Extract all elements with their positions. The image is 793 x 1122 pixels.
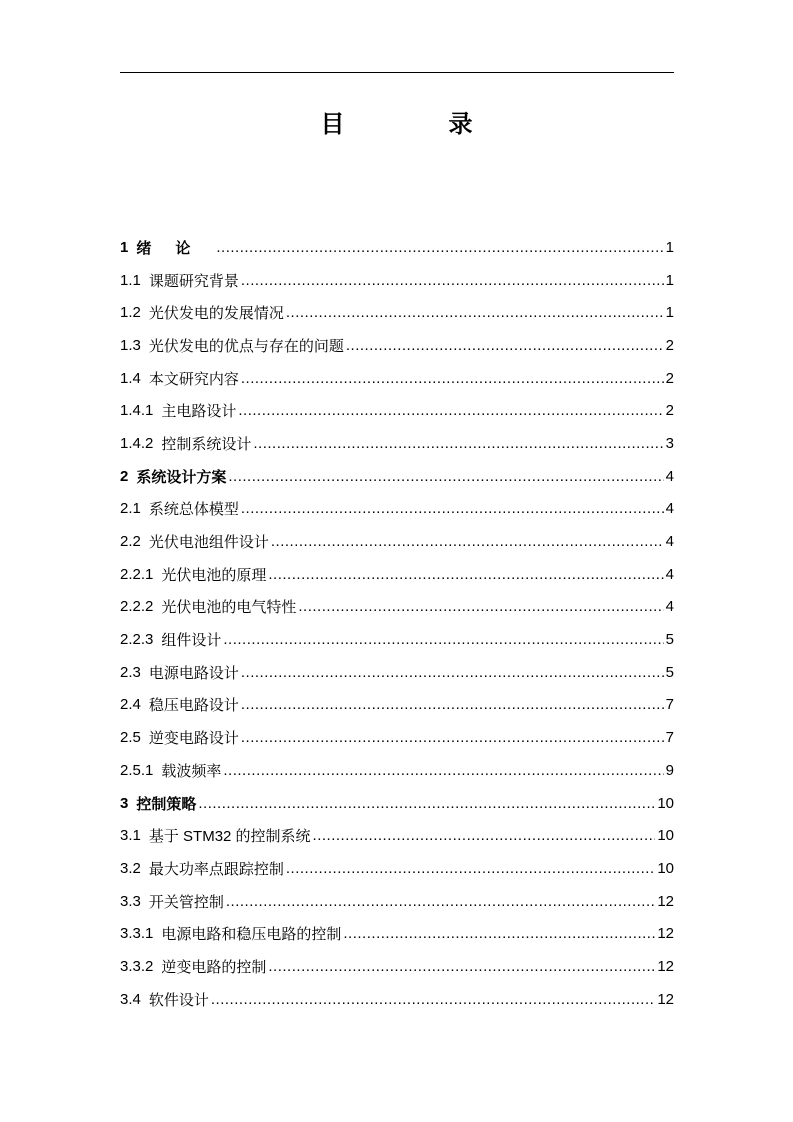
toc-entry[interactable] bbox=[120, 427, 674, 460]
toc-entry-page: 4 bbox=[665, 565, 674, 583]
toc-entry-page: 2 bbox=[665, 369, 674, 387]
toc-dot-leader bbox=[228, 468, 663, 485]
toc-entry-label: 系统总体模型 bbox=[148, 501, 239, 519]
toc-entry-page: 7 bbox=[665, 729, 674, 747]
toc-entry[interactable] bbox=[120, 493, 674, 526]
toc-dot-leader bbox=[343, 925, 655, 942]
page-title: 目 录 bbox=[320, 110, 513, 138]
toc-entry-label: 逆变电路设计 bbox=[148, 730, 239, 748]
toc-entry-number: 3.3.1 bbox=[120, 925, 154, 943]
toc-entry-label: 控制策略 bbox=[136, 795, 197, 813]
toc-entry-label: 稳压电路设计 bbox=[148, 697, 239, 715]
toc-entry-number: 1.2 bbox=[120, 304, 141, 322]
toc-entry-page: 10 bbox=[657, 827, 674, 845]
toc-entry[interactable] bbox=[120, 787, 674, 820]
toc-entry-page: 3 bbox=[665, 434, 674, 452]
toc-entry[interactable] bbox=[120, 558, 674, 591]
toc-entry-number: 2.5 bbox=[120, 729, 141, 747]
toc-entry[interactable] bbox=[120, 754, 674, 787]
toc-entry-label: 光伏发电的优点与存在的问题 bbox=[148, 337, 344, 355]
toc-entry-number: 2.2.3 bbox=[120, 631, 154, 649]
toc-entry-label: 组件设计 bbox=[161, 632, 222, 650]
toc-entry-label: 光伏电池的原理 bbox=[161, 566, 267, 584]
toc-dot-leader bbox=[298, 598, 663, 615]
toc-entry[interactable] bbox=[120, 591, 674, 624]
toc-entry-page: 1 bbox=[665, 304, 674, 322]
toc-entry-label: 课题研究背景 bbox=[148, 272, 239, 290]
toc-entry[interactable] bbox=[120, 231, 674, 264]
toc-entry-number: 3.4 bbox=[120, 990, 141, 1008]
toc-entry-number: 2.2 bbox=[120, 533, 141, 551]
toc-entry-page: 10 bbox=[657, 859, 674, 877]
toc-dot-leader bbox=[286, 304, 664, 321]
toc-entry[interactable] bbox=[120, 885, 674, 918]
toc-entry-number: 1 bbox=[120, 238, 129, 256]
toc-entry-number: 2 bbox=[120, 467, 129, 485]
toc-entry[interactable] bbox=[120, 264, 674, 297]
toc-entry-label: 主电路设计 bbox=[161, 403, 237, 421]
toc-entry-number: 2.5.1 bbox=[120, 761, 154, 779]
toc-entry-label: 控制系统设计 bbox=[161, 435, 252, 453]
toc-entry-label: 电源电路设计 bbox=[148, 664, 239, 682]
table-of-contents bbox=[120, 231, 674, 1016]
toc-entry-number: 2.2.1 bbox=[120, 565, 154, 583]
toc-entry[interactable] bbox=[120, 852, 674, 885]
toc-dot-leader bbox=[216, 239, 663, 256]
toc-entry-page: 7 bbox=[665, 696, 674, 714]
toc-entry-number: 3.3 bbox=[120, 892, 141, 910]
toc-entry-number: 3.1 bbox=[120, 827, 141, 845]
toc-entry[interactable] bbox=[120, 296, 674, 329]
toc-entry[interactable] bbox=[120, 394, 674, 427]
toc-entry-label: 逆变电路的控制 bbox=[161, 958, 267, 976]
toc-entry-label: 电源电路和稳压电路的控制 bbox=[161, 926, 342, 944]
toc-entry-label: 基于 STM32 的控制系统 bbox=[148, 828, 311, 846]
toc-dot-leader bbox=[238, 402, 663, 419]
toc-entry-page: 4 bbox=[665, 533, 674, 551]
toc-entry-number: 2.3 bbox=[120, 663, 141, 681]
toc-entry-page: 5 bbox=[665, 663, 674, 681]
toc-dot-leader bbox=[211, 991, 655, 1008]
toc-entry[interactable] bbox=[120, 623, 674, 656]
toc-entry-page: 1 bbox=[665, 238, 674, 256]
toc-entry-number: 1.3 bbox=[120, 336, 141, 354]
toc-dot-leader bbox=[346, 337, 664, 354]
toc-entry-page: 12 bbox=[657, 990, 674, 1008]
toc-dot-leader bbox=[268, 958, 655, 975]
toc-entry-label: 开关管控制 bbox=[148, 893, 224, 911]
toc-entry[interactable] bbox=[120, 689, 674, 722]
toc-entry[interactable] bbox=[120, 362, 674, 395]
toc-entry-page: 10 bbox=[657, 794, 674, 812]
toc-entry-page: 4 bbox=[665, 467, 674, 485]
toc-dot-leader bbox=[241, 729, 664, 746]
toc-entry-page: 1 bbox=[665, 271, 674, 289]
toc-entry-number: 2.1 bbox=[120, 500, 141, 518]
toc-dot-leader bbox=[241, 370, 664, 387]
toc-dot-leader bbox=[253, 435, 663, 452]
toc-dot-leader bbox=[198, 795, 655, 812]
toc-dot-leader bbox=[241, 696, 664, 713]
toc-entry-number: 1.4 bbox=[120, 369, 141, 387]
toc-entry-page: 2 bbox=[665, 402, 674, 420]
toc-entry-number: 1.1 bbox=[120, 271, 141, 289]
toc-dot-leader bbox=[241, 272, 664, 289]
toc-entry-number: 3 bbox=[120, 794, 129, 812]
toc-dot-leader bbox=[271, 533, 664, 550]
toc-entry[interactable] bbox=[120, 460, 674, 493]
toc-entry[interactable] bbox=[120, 656, 674, 689]
toc-entry-number: 3.3.2 bbox=[120, 957, 154, 975]
toc-entry-number: 2.2.2 bbox=[120, 598, 154, 616]
header-rule bbox=[120, 72, 674, 73]
toc-entry-label: 最大功率点跟踪控制 bbox=[148, 860, 284, 878]
toc-dot-leader bbox=[268, 566, 663, 583]
toc-dot-leader bbox=[241, 500, 664, 517]
toc-entry-label: 光伏电池组件设计 bbox=[148, 534, 269, 552]
toc-entry-number: 1.4.1 bbox=[120, 402, 154, 420]
toc-entry-label: 光伏电池的电气特性 bbox=[161, 599, 297, 617]
toc-dot-leader bbox=[241, 664, 664, 681]
toc-dot-leader bbox=[223, 762, 663, 779]
toc-dot-leader bbox=[226, 893, 655, 910]
toc-entry-page: 12 bbox=[657, 925, 674, 943]
toc-entry-page: 12 bbox=[657, 892, 674, 910]
toc-entry-number: 2.4 bbox=[120, 696, 141, 714]
toc-dot-leader bbox=[313, 827, 656, 844]
toc-entry[interactable] bbox=[120, 950, 674, 983]
toc-entry[interactable] bbox=[120, 721, 674, 754]
toc-entry-label: 光伏发电的发展情况 bbox=[148, 305, 284, 323]
toc-entry-page: 5 bbox=[665, 631, 674, 649]
toc-entry-page: 4 bbox=[665, 500, 674, 518]
toc-entry[interactable] bbox=[120, 917, 674, 950]
toc-entry[interactable] bbox=[120, 819, 674, 852]
toc-entry-page: 12 bbox=[657, 957, 674, 975]
toc-entry[interactable] bbox=[120, 983, 674, 1016]
toc-dot-leader bbox=[286, 860, 655, 877]
toc-entry-number: 1.4.2 bbox=[120, 434, 154, 452]
toc-entry-page: 4 bbox=[665, 598, 674, 616]
toc-entry[interactable] bbox=[120, 329, 674, 362]
toc-entry[interactable] bbox=[120, 525, 674, 558]
toc-entry-page: 2 bbox=[665, 336, 674, 354]
toc-entry-number: 3.2 bbox=[120, 859, 141, 877]
toc-entry-label: 绪论 bbox=[136, 239, 215, 257]
toc-entry-label: 软件设计 bbox=[148, 991, 209, 1009]
toc-entry-page: 9 bbox=[665, 761, 674, 779]
toc-entry-label: 系统设计方案 bbox=[136, 468, 227, 486]
toc-entry-label: 本文研究内容 bbox=[148, 370, 239, 388]
toc-dot-leader bbox=[223, 631, 663, 648]
toc-entry-label: 载波频率 bbox=[161, 762, 222, 780]
